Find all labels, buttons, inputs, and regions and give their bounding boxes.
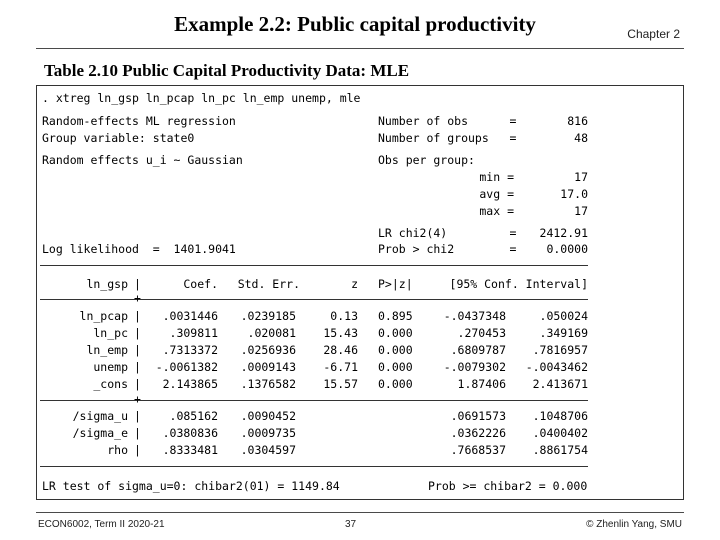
table-bar: | [134, 277, 141, 291]
stat-ngroups-value: 48 [574, 131, 588, 145]
stat-prob-value: 0.0000 [546, 242, 588, 256]
sigma-ci-high: .0400402 [532, 426, 588, 440]
sigma-ci-high: .8861754 [532, 443, 588, 457]
table-rule-top [40, 265, 588, 266]
table-rule-mid [40, 299, 588, 300]
row-var: ln_pcap [79, 309, 128, 323]
stat-min-value: 17 [574, 170, 588, 184]
row-var: ln_pc [93, 326, 128, 340]
sigma-var: /sigma_u [72, 409, 128, 423]
table-bar: | [134, 309, 141, 323]
row-ci-low: -.0437348 [443, 309, 506, 323]
table-rule-bottom [40, 466, 588, 467]
row-ci-low: .270453 [457, 326, 506, 340]
footer-page-number: 37 [345, 519, 357, 530]
table-header-coef: Coef. [183, 277, 218, 291]
stat-obs-per-group: Obs per group: [378, 153, 475, 167]
stat-nobs-label: Number of obs = [378, 114, 517, 128]
sigma-var: rho [107, 443, 128, 457]
row-ci-low: .6809787 [450, 343, 506, 357]
row-coef: -.0061382 [155, 360, 218, 374]
group-line: Group variable: state0 [42, 131, 195, 145]
stat-min-label: min = [479, 170, 514, 184]
row-p: 0.895 [378, 309, 413, 323]
row-coef: 2.143865 [162, 377, 218, 391]
stat-max-value: 17 [574, 204, 588, 218]
table-header-p: P>|z| [378, 277, 413, 291]
table-header-se: Std. Err. [237, 277, 300, 291]
table-header-dep: ln_gsp [86, 277, 128, 291]
table-rule-sigma [40, 400, 588, 401]
row-coef: .0031446 [162, 309, 218, 323]
slide-title: Example 2.2: Public capital productivity [174, 12, 536, 36]
command-line: . xtreg ln_gsp ln_pcap ln_pc ln_emp unemp, mle [42, 91, 361, 105]
table-bar: | [134, 426, 141, 440]
stat-avg-value: 17.0 [560, 187, 588, 201]
row-var: unemp [93, 360, 128, 374]
table-header-z: z [351, 277, 358, 291]
stat-nobs-value: 816 [567, 114, 588, 128]
row-ci-high: 2.413671 [532, 377, 588, 391]
stat-avg-label: avg = [479, 187, 514, 201]
row-p: 0.000 [378, 360, 413, 374]
row-z: 15.43 [323, 326, 358, 340]
row-se: .0009143 [240, 360, 296, 374]
table-bar: | [134, 343, 141, 357]
row-z: 28.46 [323, 343, 358, 357]
lr-test-prob: Prob >= chibar2 = 0.000 [428, 479, 588, 493]
row-se: .0256936 [240, 343, 296, 357]
sigma-ci-low: .7668537 [450, 443, 506, 457]
row-ci-high: .349169 [539, 326, 588, 340]
row-var: ln_emp [86, 343, 128, 357]
table-bar: | [134, 377, 141, 391]
table-caption: Table 2.10 Public Capital Productivity Data: MLE [44, 61, 410, 80]
table-cross: + [134, 291, 141, 305]
footer-course: ECON6002, Term II 2020-21 [38, 519, 165, 530]
row-coef: .309811 [169, 326, 218, 340]
row-ci-low: -.0079302 [443, 360, 506, 374]
sigma-coef: .8333481 [162, 443, 218, 457]
sigma-ci-low: .0691573 [450, 409, 506, 423]
stat-ngroups-label: Number of groups = [378, 131, 517, 145]
stat-lr-label: LR chi2(4) = [378, 226, 517, 240]
sigma-var: /sigma_e [72, 426, 128, 440]
row-se: .1376582 [240, 377, 296, 391]
sigma-coef: .0380836 [162, 426, 218, 440]
row-p: 0.000 [378, 326, 413, 340]
sigma-se: .0090452 [240, 409, 296, 423]
row-coef: .7313372 [162, 343, 218, 357]
table-header-ci: [95% Conf. Interval] [449, 277, 588, 291]
table-bar: | [134, 409, 141, 423]
sigma-ci-high: .1048706 [532, 409, 588, 423]
row-se: .0239185 [240, 309, 296, 323]
header-rule [36, 48, 684, 49]
row-ci-low: 1.87406 [457, 377, 506, 391]
table-bar: | [134, 326, 141, 340]
row-z: -6.71 [323, 360, 358, 374]
row-ci-high: .050024 [539, 309, 588, 323]
chapter-label: Chapter 2 [627, 27, 680, 41]
stat-prob-label: Prob > chi2 = [378, 242, 517, 256]
sigma-se: .0304597 [240, 443, 296, 457]
footer-author: © Zhenlin Yang, SMU [586, 519, 682, 530]
table-bar: | [134, 360, 141, 374]
row-ci-high: .7816957 [532, 343, 588, 357]
loglik-line: Log likelihood = 1401.9041 [42, 242, 236, 256]
sigma-coef: .085162 [169, 409, 218, 423]
row-p: 0.000 [378, 343, 413, 357]
row-p: 0.000 [378, 377, 413, 391]
footer-rule [36, 512, 684, 513]
row-var: _cons [93, 377, 128, 391]
table-bar: | [134, 443, 141, 457]
sigma-ci-low: .0362226 [450, 426, 506, 440]
stat-max-label: max = [479, 204, 514, 218]
re-line: Random effects u_i ~ Gaussian [42, 153, 243, 167]
row-z: 15.57 [323, 377, 358, 391]
row-se: .020081 [247, 326, 296, 340]
table-cross: + [134, 392, 141, 406]
sigma-se: .0009735 [240, 426, 296, 440]
row-ci-high: -.0043462 [525, 360, 588, 374]
lr-test-line: LR test of sigma_u=0: chibar2(01) = 1149.84 [42, 479, 340, 493]
row-z: 0.13 [330, 309, 358, 323]
stat-lr-value: 2412.91 [539, 226, 588, 240]
model-line: Random-effects ML regression [42, 114, 236, 128]
